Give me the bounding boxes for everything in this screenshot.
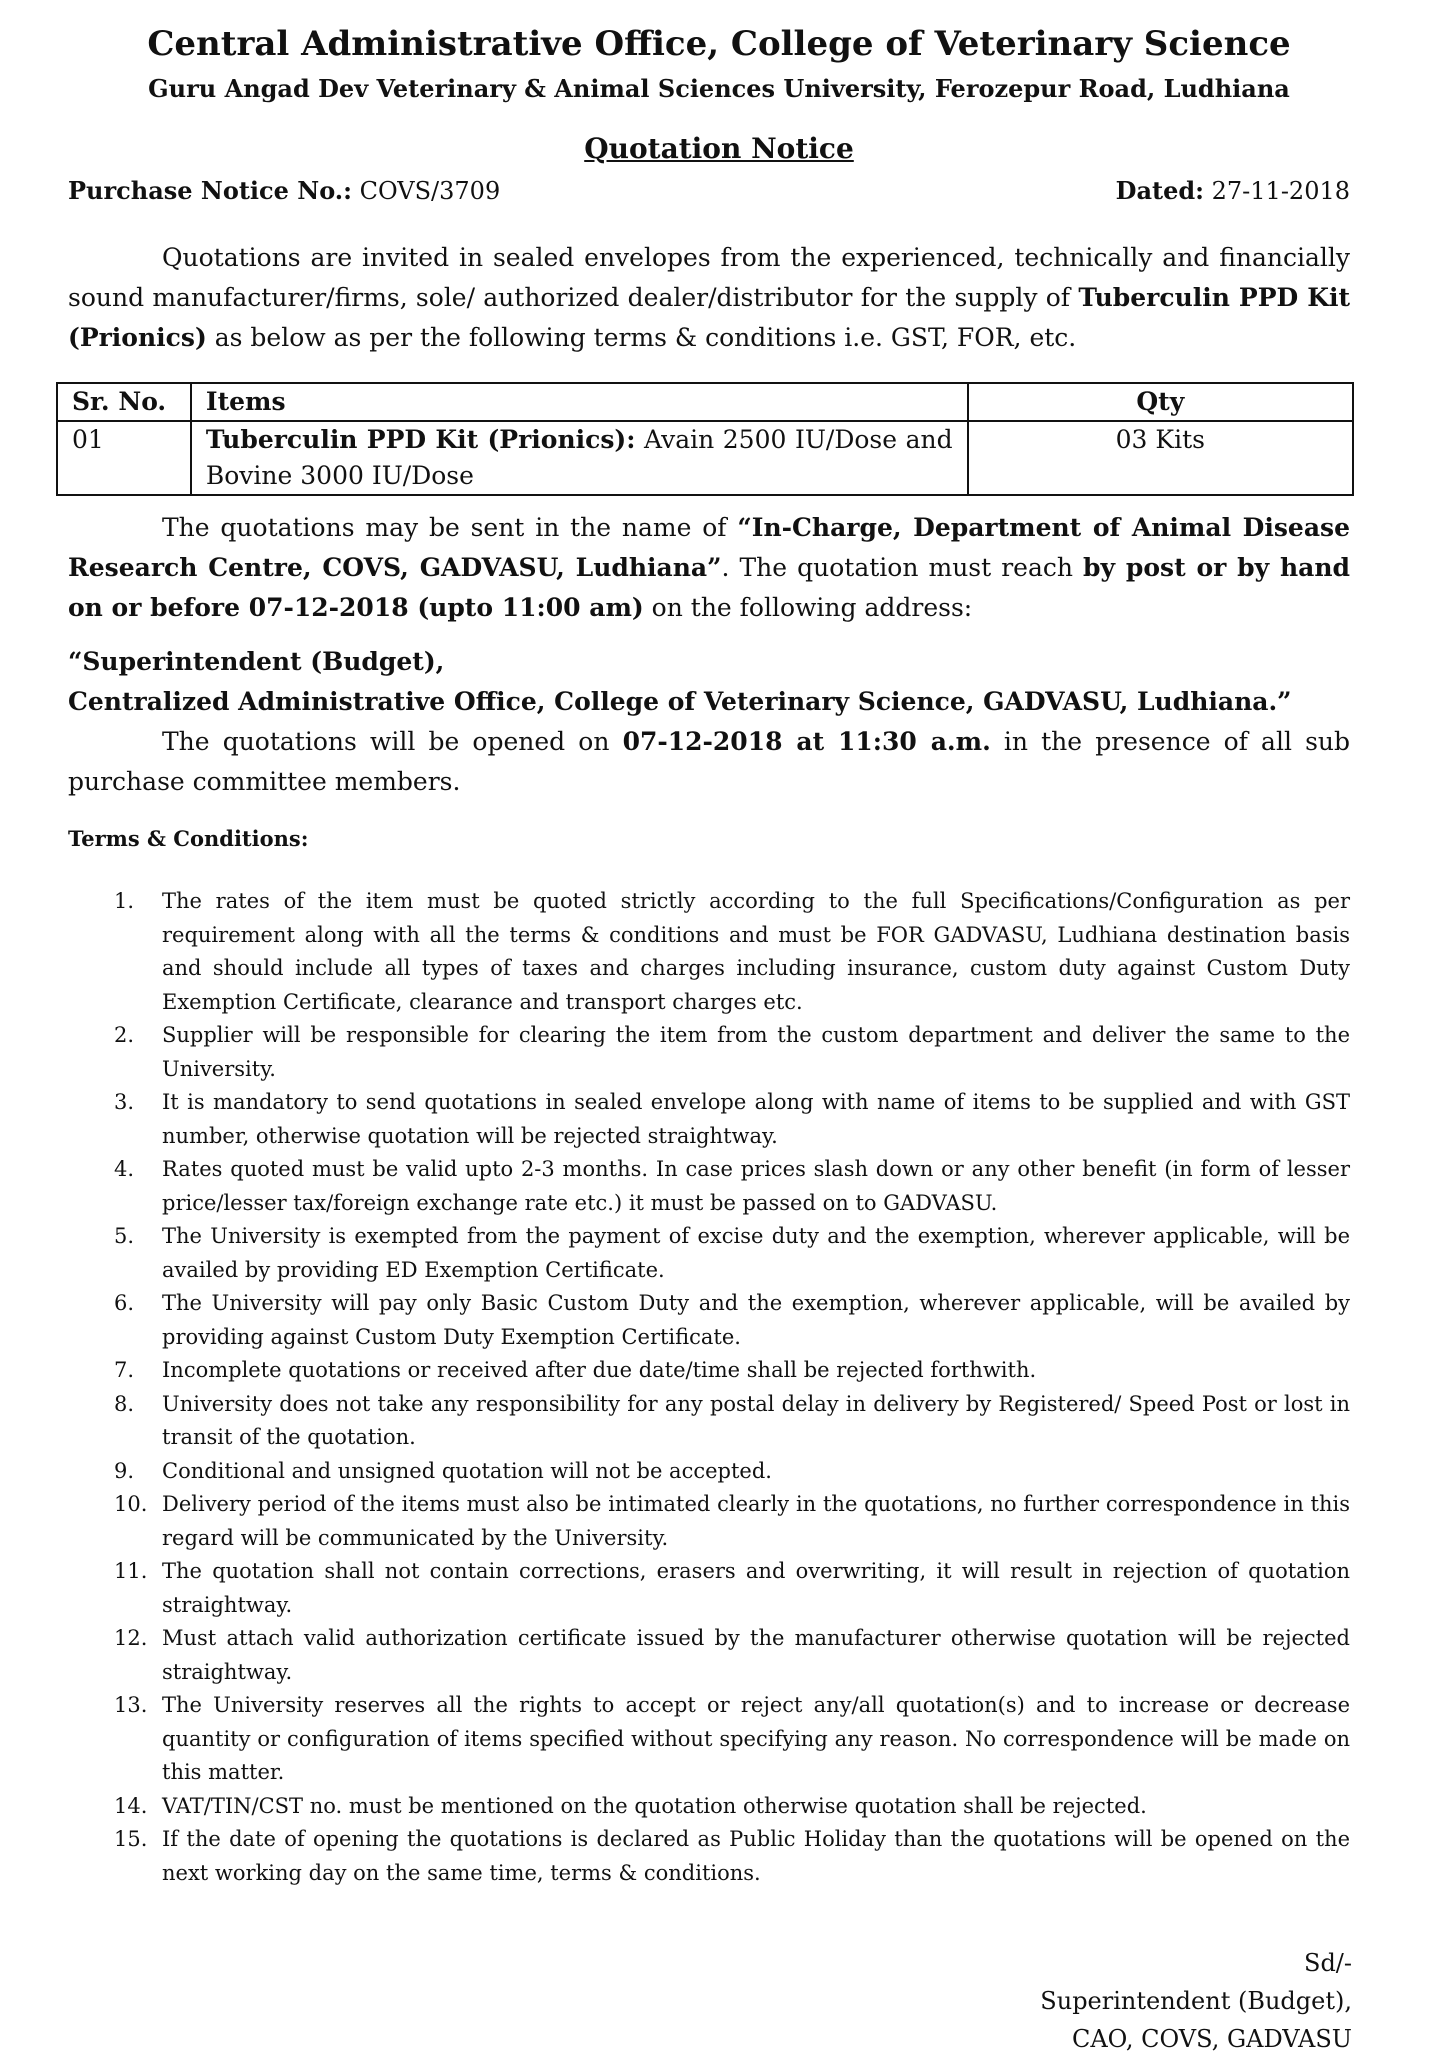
term-text: The University is exempted from the payment of excise duty and the exemption, wherever applicable, will be availed by providing ED Exemption Certificate. — [162, 1224, 1350, 1282]
term-text: Conditional and unsigned quotation will not be accepted. — [162, 1458, 772, 1483]
term-text: The rates of the item must be quoted strictly according to the full Specifications/Configuration as per requirement along with all the terms & conditions and must be FOR GADVASU, Ludhiana destination basis and should include all types of taxes and charges including insurance, custom duty against Custom Duty Exemption Certificate, clearance and transport charges etc. — [162, 889, 1350, 1014]
purchase-notice-value: COVS/3709 — [359, 177, 501, 205]
list-item — [68, 1220, 1350, 1287]
term-number: 15. — [114, 1827, 148, 1851]
purchase-notice-label: Purchase Notice No.: — [68, 176, 353, 205]
purchase-notice-number — [68, 176, 500, 205]
term-number: 14. — [114, 1793, 148, 1818]
term-text: If the date of opening the quotations is declared as Public Holiday than the quotations will be opened on the next working day on the same time, terms & conditions. — [162, 1827, 1350, 1885]
opening-date-time: 07-12-2018 at 11:30 a.m. — [622, 727, 991, 756]
header-qty: Qty — [968, 383, 1353, 421]
term-text: It is mandatory to send quotations in sealed envelope along with name of items to be supplied and with GST number, otherwise quotation will be rejected straightway. — [162, 1090, 1350, 1148]
header-sr-no: Sr. No. — [57, 383, 191, 421]
address-line-2: Centralized Administrative Office, College of Veterinary Science, GADVASU, Ludhiana.” — [68, 687, 1292, 716]
term-text: Rates quoted must be valid upto 2-3 months. In case prices slash down or any other benefit (in form of lesser price/lesser tax/foreign exchange rate etc.) it must be passed on to GADVASU. — [162, 1157, 1350, 1215]
opening-text: The quotations will be opened on — [162, 727, 623, 756]
list-item — [68, 1019, 1350, 1086]
term-number: 1. — [114, 889, 135, 913]
terms-list — [68, 885, 1350, 1890]
term-text: Must attach valid authorization certificate issued by the manufacturer otherwise quotation will be rejected straightway. — [162, 1626, 1350, 1684]
cell-sr-no: 01 — [57, 421, 191, 495]
items-table — [56, 382, 1354, 496]
intro-text-end: as below as per the following terms & conditions i.e. GST, FOR, etc. — [206, 323, 1077, 352]
term-number: 13. — [114, 1693, 148, 1717]
cell-qty: 03 Kits — [968, 421, 1353, 495]
opening-paragraph — [68, 722, 1350, 802]
signature-sd: Sd/- — [1304, 1949, 1352, 1977]
addressee-name: “In-Charge, Department of Animal Disease Research Centre, COVS, GADVASU, Ludhiana” — [68, 513, 1350, 582]
term-number: 3. — [114, 1090, 135, 1114]
term-number: 8. — [114, 1391, 135, 1416]
term-text: VAT/TIN/CST no. must be mentioned on the quotation otherwise quotation shall be rejected. — [162, 1793, 1147, 1818]
term-number: 9. — [114, 1458, 135, 1483]
dated-label: Dated: — [1115, 176, 1204, 205]
address-line-1: “Superintendent (Budget), — [68, 647, 445, 676]
submission-paragraph — [68, 508, 1350, 628]
term-number: 6. — [114, 1291, 135, 1315]
list-item — [68, 1790, 1350, 1824]
list-item — [68, 1622, 1350, 1689]
list-item — [68, 885, 1350, 1019]
notice-date — [1116, 176, 1350, 205]
list-item — [68, 1555, 1350, 1622]
intro-text: Quotations are invited in sealed envelopes from the experienced, technically and financially sound manufacturer/firms, sole/ authorized dealer/distributor for the supply of — [68, 243, 1350, 312]
item-description: Avain 2500 IU/Dose and Bovine 3000 IU/Dose — [205, 425, 953, 490]
term-number: 11. — [114, 1559, 148, 1583]
signature-office: CAO, COVS, GADVASU — [1071, 2025, 1352, 2053]
list-item — [68, 1488, 1350, 1555]
term-number: 4. — [114, 1157, 135, 1181]
intro-paragraph — [68, 238, 1350, 358]
term-text: Delivery period of the items must also be intimated clearly in the quotations, no further correspondence in this regard will be communicated by the University. — [162, 1492, 1350, 1550]
office-title: Central Administrative Office, College of Veterinary Science — [147, 24, 1291, 64]
term-number: 7. — [114, 1358, 135, 1382]
term-number: 5. — [114, 1224, 135, 1248]
signature-block — [1040, 1944, 1352, 2058]
cell-item — [191, 421, 968, 495]
list-item — [68, 1153, 1350, 1220]
term-text: The quotation shall not contain corrections, erasers and overwriting, it will result in rejection of quotation straightway. — [162, 1559, 1350, 1617]
dated-value: 27-11-2018 — [1211, 177, 1350, 205]
term-text: The University will pay only Basic Custom Duty and the exemption, wherever applicable, will be availed by providing against Custom Duty Exemption Certificate. — [162, 1291, 1350, 1349]
university-subtitle: Guru Angad Dev Veterinary & Animal Sciences University, Ferozepur Road, Ludhiana — [148, 74, 1290, 103]
term-number: 2. — [114, 1023, 135, 1047]
table-row — [57, 421, 1353, 495]
list-item — [68, 1823, 1350, 1890]
term-text: Supplier will be responsible for clearing the item from the custom department and deliver the same to the University. — [162, 1023, 1350, 1081]
list-item — [68, 1287, 1350, 1354]
submission-text-mid: . The quotation must reach — [721, 553, 1084, 582]
submission-text-end: on the following address: — [643, 593, 973, 622]
table-header-row — [57, 383, 1353, 421]
term-number: 12. — [114, 1626, 148, 1650]
submission-text: The quotations may be sent in the name of — [162, 513, 738, 542]
item-name: Tuberculin PPD Kit (Prionics): — [205, 425, 636, 454]
list-item — [68, 1086, 1350, 1153]
list-item — [68, 1354, 1350, 1388]
term-number: 10. — [114, 1492, 148, 1516]
intro-item-name: Tuberculin PPD Kit (Prionics) — [68, 283, 1350, 352]
list-item — [68, 1689, 1350, 1790]
list-item — [68, 1455, 1350, 1489]
list-item — [68, 1388, 1350, 1455]
opening-text-end: in the presence of all sub purchase committee members. — [68, 727, 1351, 796]
terms-heading: Terms & Conditions: — [68, 826, 309, 851]
term-text: Incomplete quotations or received after due date/time shall be rejected forthwith. — [162, 1358, 1037, 1382]
signature-designation: Superintendent (Budget), — [1040, 1987, 1352, 2015]
notice-heading: Quotation Notice — [584, 132, 854, 165]
submission-deadline: by post or by hand on or before 07-12-2018 (upto 11:00 am) — [68, 553, 1350, 622]
header-items: Items — [191, 383, 968, 421]
term-text: University does not take any responsibility for any postal delay in delivery by Registered/ Speed Post or lost in transit of the quotation. — [162, 1391, 1350, 1449]
term-text: The University reserves all the rights to accept or reject any/all quotation(s) and to increase or decrease quantity or configuration of items specified without specifying any reason. No correspondence will be made on this matter. — [162, 1693, 1350, 1784]
